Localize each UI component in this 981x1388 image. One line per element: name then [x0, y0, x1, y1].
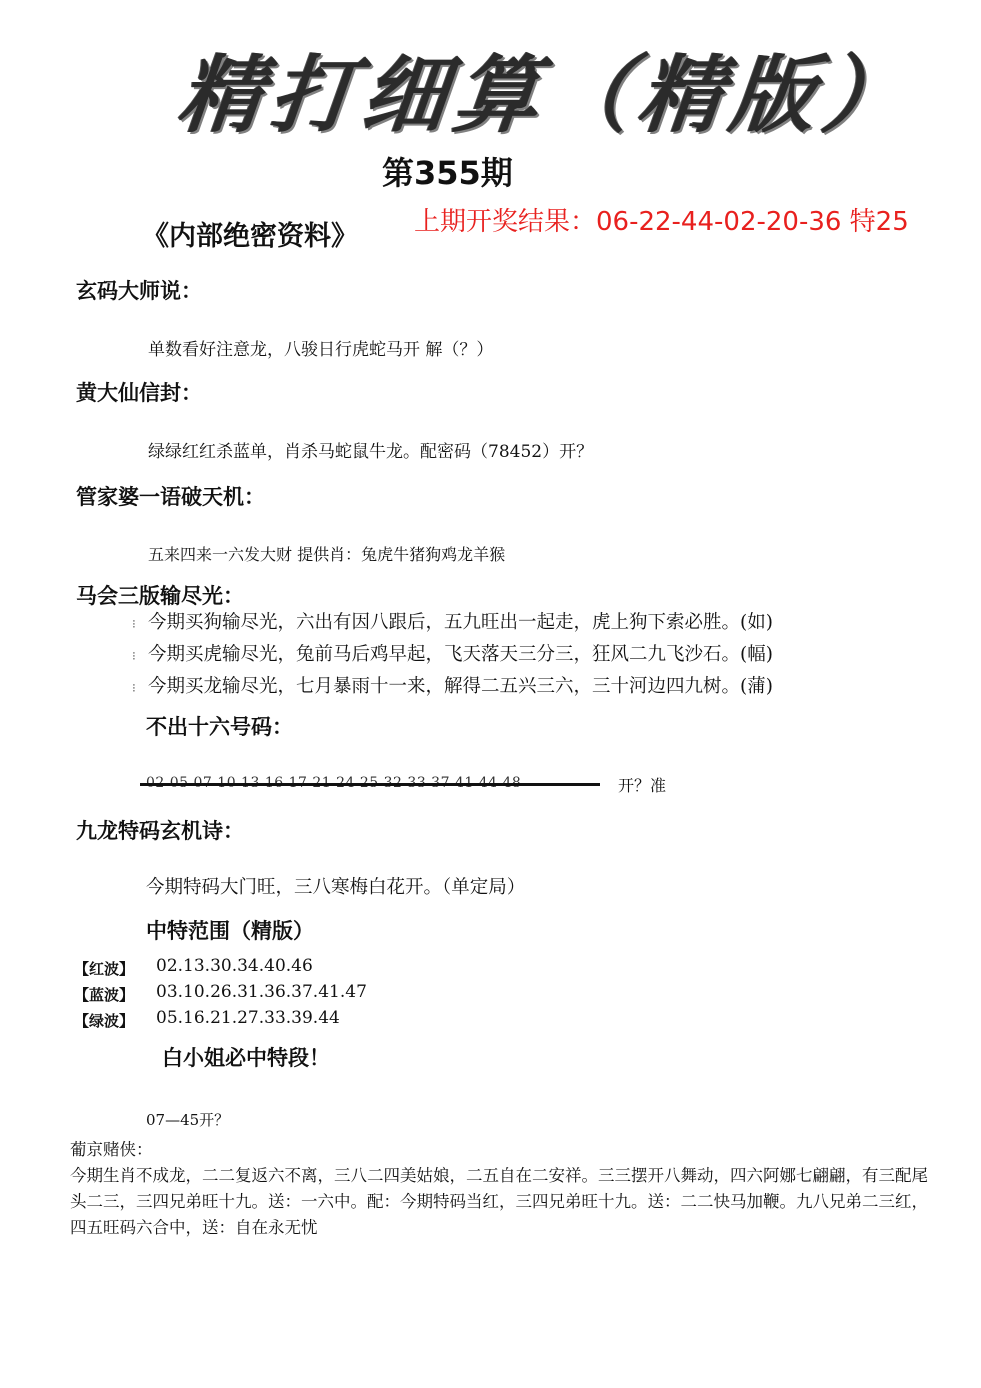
section-text-segment: 07—45开？ [146, 1111, 230, 1129]
wave-numbers-blue: 03.10.26.31.36.37.41.47 [156, 982, 367, 1002]
section-heading-housekeeper: 管家婆一语破天机： [76, 484, 265, 509]
wave-label-red: 【红波】 [74, 960, 135, 978]
section-heading-range: 中特范围（精版） [146, 918, 314, 943]
section-heading-excluded: 不出十六号码： [146, 714, 293, 739]
section-heading-club: 马会三版输尽光： [76, 583, 244, 608]
section-heading-master: 玄码大师说： [76, 278, 202, 303]
last-draw-result: 上期开奖结果：06-22-44-02-20-36 特25 [414, 207, 909, 237]
section-heading-poem: 九龙特码玄机诗： [76, 818, 244, 843]
section-text-housekeeper: 五来四来一六发大财 提供肖：兔虎牛猪狗鸡龙羊猴 [148, 545, 506, 564]
bullet-marker: ⁝ [132, 649, 136, 663]
strikethrough-line [140, 783, 600, 786]
document-title: 《内部绝密资料》 [142, 221, 358, 252]
section-heading-segment: 白小姐必中特段！ [162, 1045, 330, 1070]
wave-numbers-green: 05.16.21.27.33.39.44 [156, 1008, 340, 1028]
list-item: 今期买虎输尽光，兔前马后鸡早起，飞天落天三分三，狂风二九飞沙石。(幅) [148, 644, 773, 665]
list-item: 今期买龙输尽光，七月暴雨十一来，解得二五兴三六，三十河边四九树。(蒲) [148, 676, 773, 697]
wave-label-green: 【绿波】 [74, 1012, 135, 1030]
wave-label-blue: 【蓝波】 [74, 986, 135, 1004]
excluded-suffix: 开？准 [618, 776, 667, 795]
bullet-marker: ⁝ [132, 617, 136, 631]
section-text-master: 单数看好注意龙，八骏日行虎蛇马开 解（？） [148, 340, 494, 360]
section-text-gambler: 今期生肖不成龙，二二复返六不离，三八二四美姑娘，二五自在二安祥。三三摆开八舞动，四六阿娜七翩翩，有三配尾头二三，三四兄弟旺十九。送：一六中。配：今期特码当红，三四兄弟旺十九。送：二二快马加鞭。九八兄弟二三红，四五旺码六合中，送：自在永无忧 [70, 1166, 928, 1237]
section-heading-gambler: 葡京赌侠： [70, 1140, 153, 1159]
issue-number: 第355期 [382, 154, 513, 192]
list-item: 今期买狗输尽光，六出有因八跟后，五九旺出一起走，虎上狗下索必胜。(如) [148, 612, 773, 633]
wave-numbers-red: 02.13.30.34.40.46 [156, 956, 313, 976]
section-heading-envelope: 黄大仙信封： [76, 380, 202, 405]
section-text-poem: 今期特码大门旺，三八寒梅白花开。（单定局） [146, 877, 526, 898]
bullet-marker: ⁝ [132, 681, 136, 695]
section-text-envelope: 绿绿红红杀蓝单，肖杀马蛇鼠牛龙。配密码（78452）开？ [148, 442, 594, 462]
title-calligraphy: 精打细算（精版） [173, 45, 921, 144]
